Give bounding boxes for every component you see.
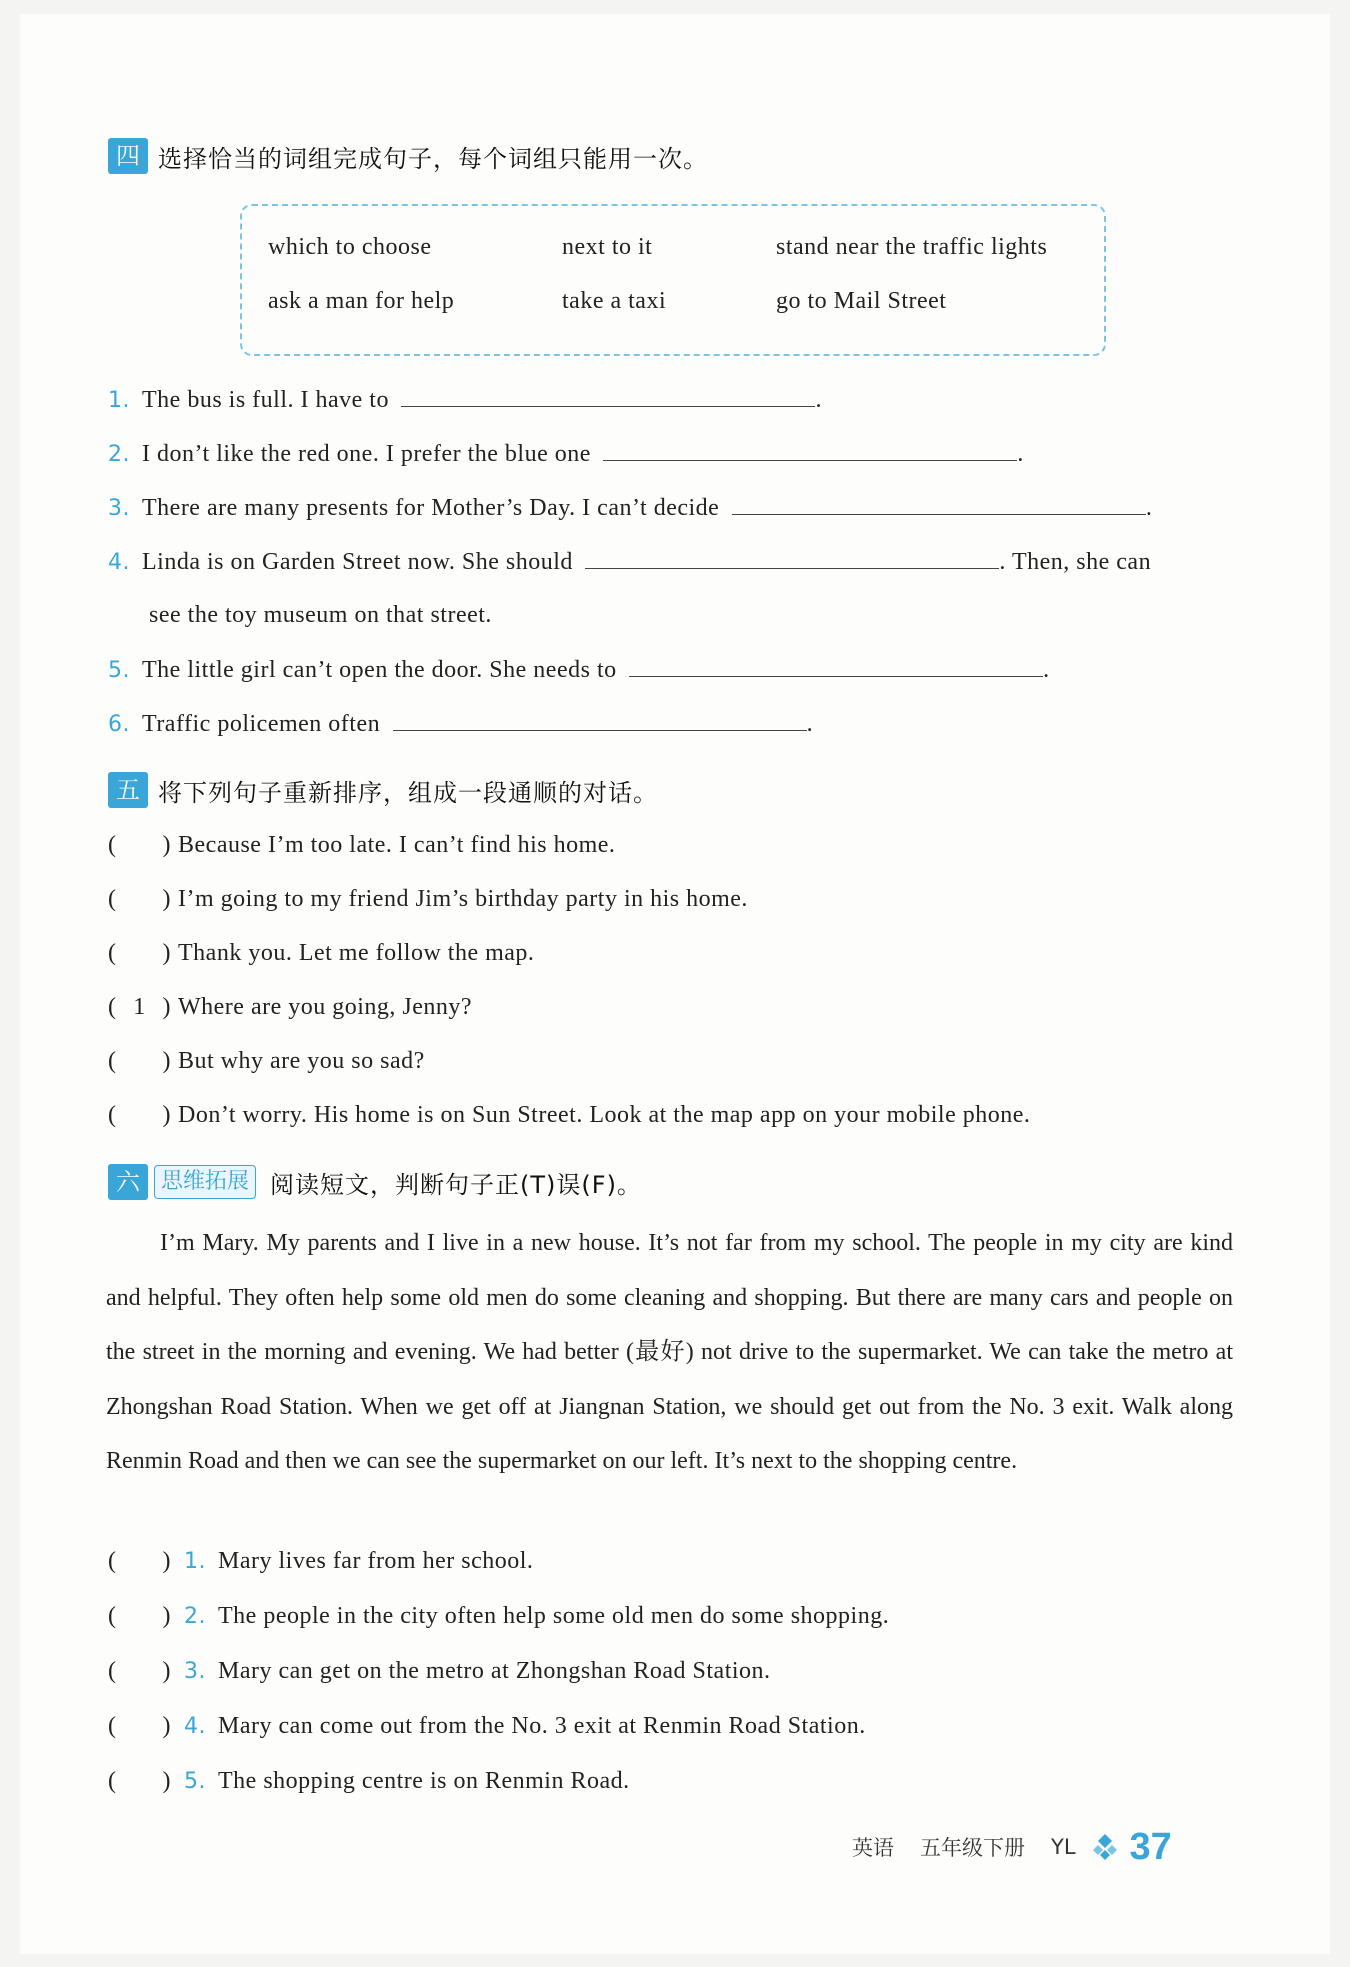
exercise-item (108, 386, 822, 414)
answer-paren[interactable]: ( ) (108, 1102, 171, 1128)
item-number: 1. (108, 388, 130, 413)
section-6-header (108, 1162, 642, 1202)
answer-paren[interactable]: ( ) (108, 940, 171, 966)
answer-paren[interactable]: ( ) (108, 1048, 171, 1074)
item-number: 3. (184, 1659, 206, 1684)
judgement-item (108, 1658, 771, 1685)
answer-blank[interactable] (629, 656, 1043, 677)
item-number: 2. (184, 1604, 206, 1629)
phrase: which to choose (268, 234, 432, 260)
item-end: . (806, 711, 814, 737)
judgement-item (108, 1548, 533, 1575)
item-number: 6. (108, 712, 130, 737)
answer-paren[interactable]: ( ) (108, 886, 171, 912)
item-text: Mary lives far from her school. (218, 1548, 534, 1574)
item-text: But why are you so sad? (178, 1048, 425, 1074)
item-text: I don’t like the red one. I prefer the blue one (142, 441, 591, 467)
judgement-item (108, 1603, 889, 1630)
section-title: 阅读短文，判断句子正(T)误(F)。 (270, 1170, 642, 1199)
answer-blank[interactable] (401, 386, 815, 407)
item-continuation: see the toy museum on that street. (149, 602, 492, 628)
item-text: The bus is full. I have to (142, 387, 389, 413)
section-4-header (108, 136, 708, 176)
answer-blank[interactable] (393, 710, 807, 731)
judgement-item (108, 1768, 630, 1795)
word-bank (240, 204, 1106, 356)
ordering-item (108, 1102, 1030, 1129)
item-number: 5. (108, 658, 130, 683)
reading-passage: I’m Mary. My parents and I live in a new house. It’s not far from my school. The people in my city are kind and helpful. They often help some old men do some cleaning and shopping. But there are many cars and people on the street in the morning and evening. We had better (最好) not drive to the supermarket. We can take the metro at Zhongshan Road Station. When we get off at Jiangnan Station, we should get out from the No. 3 exit. Walk along Renmin Road and then we can see the supermarket on our left. It’s next to the shopping centre. (106, 1230, 1233, 1474)
item-end: . Then, she can (999, 549, 1152, 575)
ordering-item (108, 832, 615, 859)
item-end: . (1145, 495, 1153, 521)
item-number: 3. (108, 496, 130, 521)
ordering-item (108, 1048, 425, 1075)
exercise-item (108, 548, 1151, 576)
answer-paren[interactable]: ( ) (108, 1548, 171, 1574)
item-text: Traffic policemen often (142, 711, 381, 737)
section-title: 选择恰当的词组完成句子，每个词组只能用一次。 (158, 144, 708, 173)
item-text: Thank you. Let me follow the map. (178, 940, 535, 966)
answer-paren[interactable]: ( ) (108, 1603, 171, 1629)
section-5-header (108, 770, 658, 810)
item-end: . (1017, 441, 1024, 467)
answer-paren[interactable]: ( ) (108, 1713, 171, 1739)
item-number: 4. (108, 550, 130, 575)
item-text: Mary can come out from the No. 3 exit at Renmin Road Station. (218, 1713, 866, 1739)
page-number: 37 (1129, 1825, 1172, 1868)
ordering-item (108, 994, 472, 1021)
item-text: The little girl can’t open the door. She needs to (142, 657, 617, 683)
item-text: I’m going to my friend Jim’s birthday party in his home. (178, 886, 748, 912)
item-text: The shopping centre is on Renmin Road. (218, 1768, 630, 1794)
answer-paren[interactable]: ( ) (108, 1768, 171, 1794)
item-text: The people in the city often help some old men do some shopping. (218, 1603, 890, 1629)
phrase: next to it (562, 234, 653, 260)
item-text: Don’t worry. His home is on Sun Street. Look at the map app on your mobile phone. (178, 1102, 1031, 1128)
item-number: 4. (184, 1714, 206, 1739)
answer-blank[interactable] (585, 548, 999, 569)
item-number: 5. (184, 1769, 206, 1794)
answer-paren[interactable]: ( 1 ) (108, 994, 171, 1020)
footer-edition: YL (1051, 1835, 1076, 1859)
item-text: Linda is on Garden Street now. She should (142, 549, 573, 575)
item-text: Because I’m too late. I can’t find his home. (178, 832, 616, 858)
item-text: There are many presents for Mother’s Day. I can’t decide (142, 495, 720, 521)
exercise-item (108, 710, 813, 738)
item-end: . (815, 387, 822, 413)
judgement-item (108, 1713, 866, 1740)
phrase: go to Mail Street (776, 288, 947, 314)
section-tag: 思维拓展 (154, 1165, 256, 1199)
footer-grade: 五年级下册 (920, 1836, 1025, 1860)
exercise-item (108, 494, 1152, 522)
answer-blank[interactable] (603, 440, 1017, 461)
ordering-item (108, 940, 534, 967)
item-number: 1. (184, 1549, 206, 1574)
phrase: take a taxi (562, 288, 667, 314)
section-number: 五 (108, 772, 148, 808)
item-end: . (1043, 657, 1050, 683)
ordering-item (108, 886, 748, 913)
diamond-icon (1090, 1832, 1120, 1862)
footer-subject: 英语 (852, 1836, 894, 1860)
answer-blank[interactable] (732, 494, 1146, 515)
section-number: 六 (108, 1164, 148, 1200)
answer-value: 1 (133, 994, 146, 1020)
section-title: 将下列句子重新排序，组成一段通顺的对话。 (158, 778, 658, 807)
phrase: stand near the traffic lights (776, 234, 1048, 260)
page-footer (852, 1824, 1172, 1870)
item-text: Mary can get on the metro at Zhongshan Road Station. (218, 1658, 771, 1684)
exercise-item (108, 440, 1024, 468)
answer-paren[interactable]: ( ) (108, 1658, 171, 1684)
item-number: 2. (108, 442, 130, 467)
phrase: ask a man for help (268, 288, 455, 314)
answer-paren[interactable]: ( ) (108, 832, 171, 858)
item-text: Where are you going, Jenny? (178, 994, 473, 1020)
exercise-item (108, 656, 1050, 684)
section-number: 四 (108, 138, 148, 174)
